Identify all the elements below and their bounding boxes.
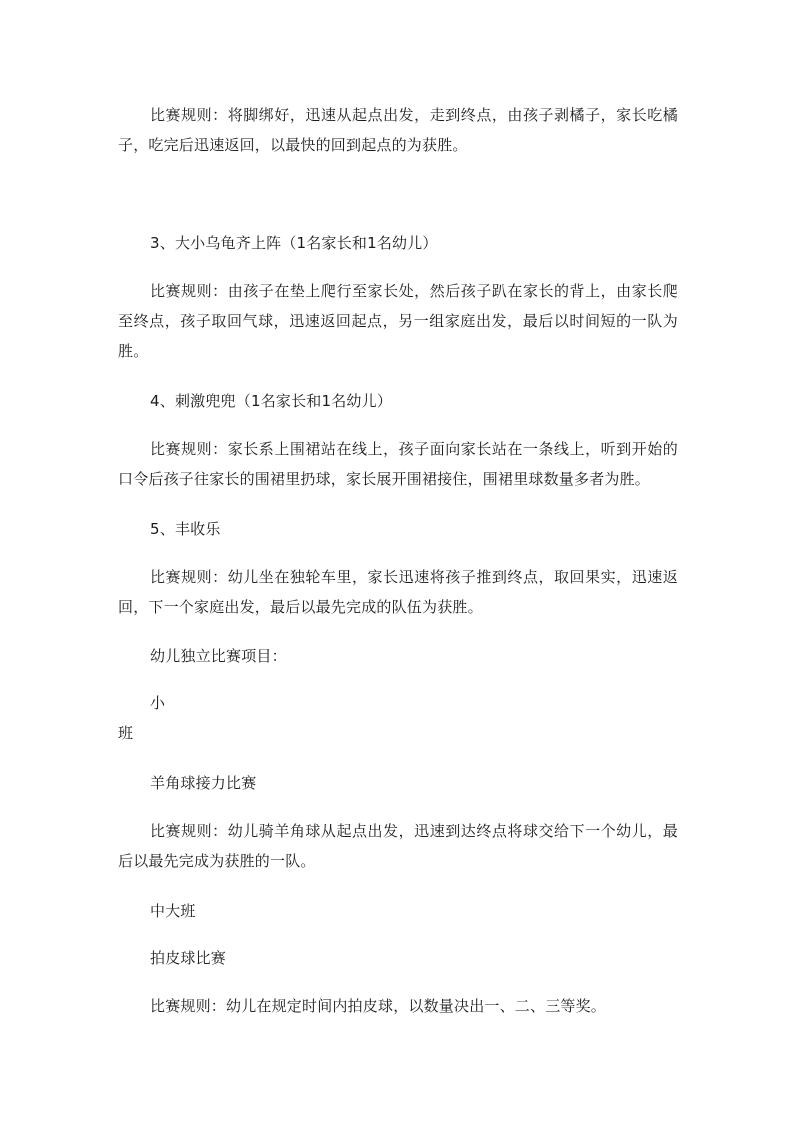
class-label-mid-big: 中大班: [150, 902, 196, 920]
class-label-small-part2: 班: [118, 724, 134, 742]
rule-paragraph-turtles: 比赛规则：由孩子在垫上爬行至家长处，然后孩子趴在家长的背上，由家长爬至终点，孩子取回气球，迅速返回起点，另一组家庭出发，最后以时间短的一队为胜。: [118, 282, 678, 360]
heading-event-3: 3、大小乌龟齐上阵（1名家长和1名幼儿）: [150, 234, 438, 252]
rule-paragraph-harvest: 比赛规则：幼儿坐在独轮车里，家长迅速将孩子推到终点，取回果实，迅速返回，下一个家庭出发，最后以最先完成的队伍为获胜。: [118, 568, 678, 616]
event-title-ball-relay: 羊角球接力比赛: [150, 774, 257, 792]
rule-paragraph-bouncing-ball: 比赛规则：幼儿在规定时间内拍皮球，以数量决出一、二、三等奖。: [150, 997, 607, 1015]
rule-paragraph-apron-catch: 比赛规则：家长系上围裙站在线上，孩子面向家长站在一条线上，听到开始的口令后孩子往家长的围裙里扔球，家长展开围裙接住，围裙里球数量多者为胜。: [118, 440, 678, 488]
rule-paragraph-feeding-oranges: 比赛规则：将脚绑好，迅速从起点出发，走到终点，由孩子剥橘子，家长吃橘子，吃完后迅速返回，以最快的回到起点的为获胜。: [118, 106, 678, 154]
heading-event-4: 4、刺激兜兜（1名家长和1名幼儿）: [150, 392, 393, 410]
class-label-small-part1: 小: [150, 694, 166, 712]
event-title-bouncing-ball: 拍皮球比赛: [150, 949, 227, 967]
section-title-independent-events: 幼儿独立比赛项目：: [150, 647, 287, 665]
rule-paragraph-ball-relay: 比赛规则：幼儿骑羊角球从起点出发，迅速到达终点将球交给下一个幼儿，最后以最先完成为获胜的一队。: [118, 822, 678, 870]
heading-event-5: 5、丰收乐: [150, 520, 221, 538]
